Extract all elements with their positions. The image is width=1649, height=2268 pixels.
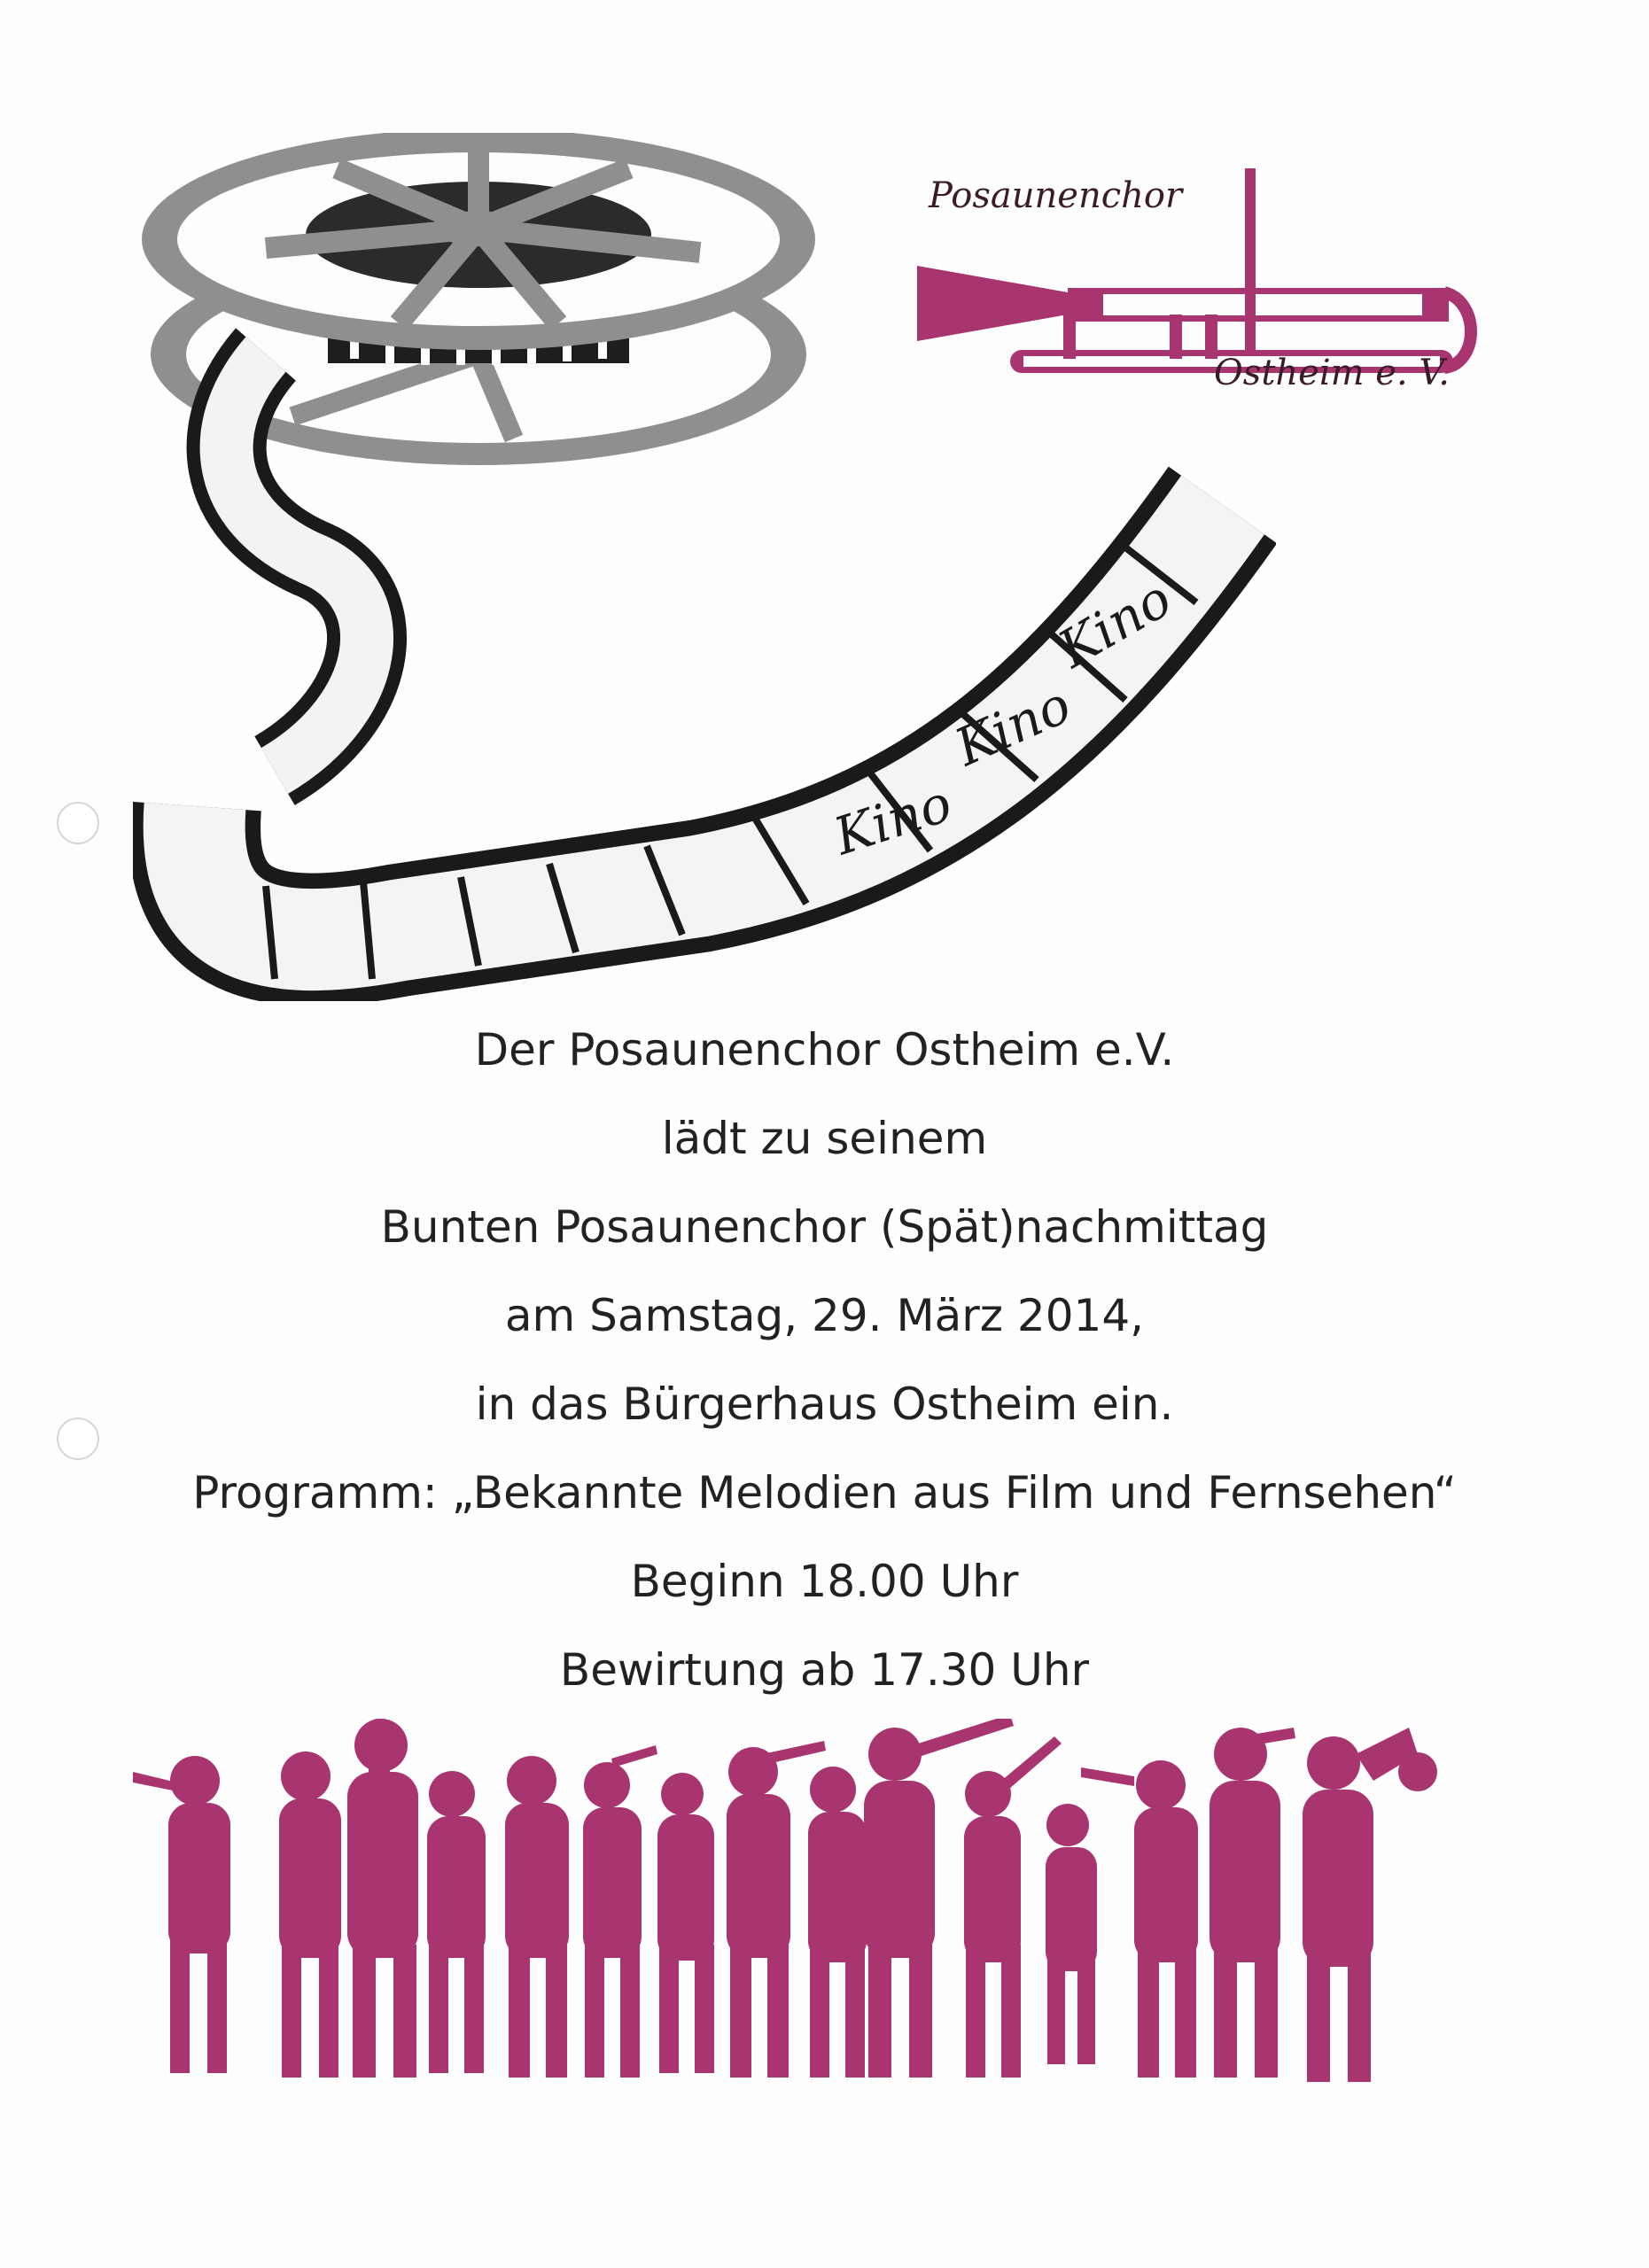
logo-place: Ostheim e. V. bbox=[1214, 353, 1450, 393]
invitation-line-8: Bewirtung ab 17.30 Uhr bbox=[559, 1644, 1090, 1696]
brass-band-silhouette bbox=[115, 1719, 1497, 2091]
invitation-text bbox=[0, 1006, 1649, 1714]
invitation-line-7: Beginn 18.00 Uhr bbox=[630, 1556, 1019, 1607]
invitation-line-5: in das Bürgerhaus Ostheim ein. bbox=[475, 1379, 1174, 1430]
invitation-line-1: Der Posaunenchor Ostheim e.V. bbox=[474, 1024, 1175, 1076]
film-frame-label-1: Kino bbox=[827, 773, 959, 867]
invitation-line-6: Programm: „Bekannte Melodien aus Film und Fernsehen“ bbox=[192, 1467, 1457, 1518]
film-frame-label-3: Kino bbox=[1048, 568, 1182, 680]
logo-name: Posaunenchor bbox=[929, 175, 1183, 216]
posaunenchor-logo bbox=[913, 159, 1480, 425]
invitation-line-4: am Samstag, 29. März 2014, bbox=[504, 1290, 1145, 1341]
invitation-line-3: Bunten Posaunenchor (Spät)nachmittag bbox=[380, 1201, 1269, 1253]
film-frame-label-2: Kino bbox=[946, 674, 1080, 778]
invitation-line-2: lädt zu seinem bbox=[661, 1113, 988, 1164]
punch-hole-upper bbox=[57, 802, 99, 844]
